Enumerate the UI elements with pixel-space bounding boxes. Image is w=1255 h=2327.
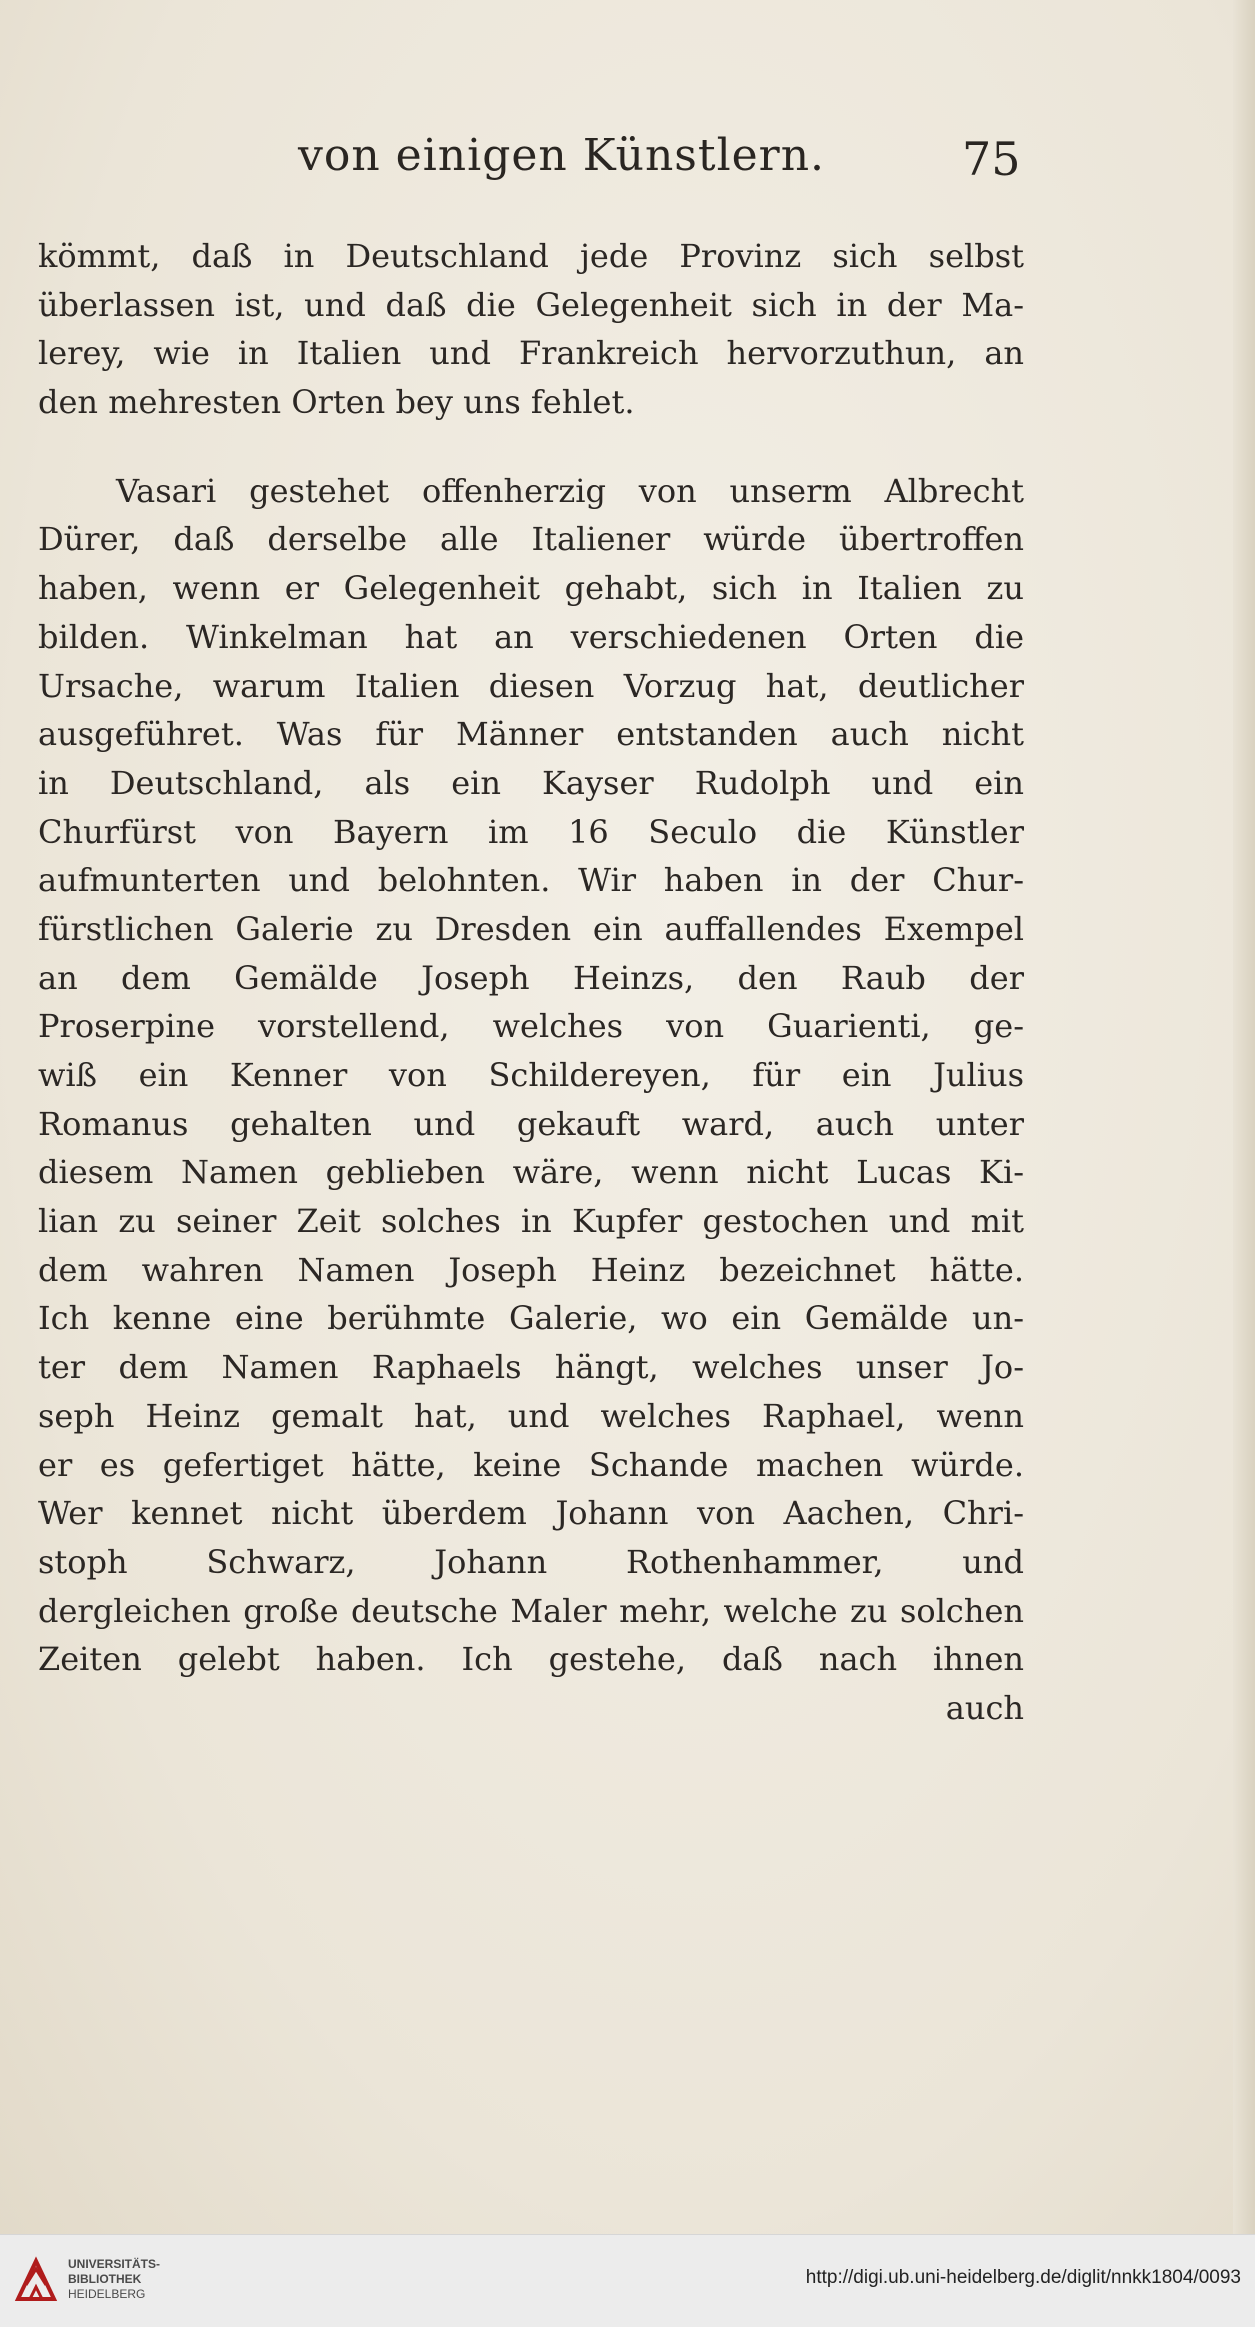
university-logo-icon <box>14 2255 58 2305</box>
catchword: auch <box>945 1688 1024 1727</box>
library-name-line: HEIDELBERG <box>68 2287 146 2301</box>
text-line: bilden. Winkelman hat an verschiedenen Orten die <box>38 617 1024 656</box>
text-line: wiß ein Kenner von Schildereyen, für ein Julius <box>38 1056 1024 1094</box>
text-line: kömmt, daß in Deutschland jede Provinz sich selbst <box>38 237 1024 275</box>
page-edge-shadow <box>1233 0 1255 2234</box>
text-line: er es gefertiget hätte, keine Schande machen würde. <box>38 1445 1024 1484</box>
source-url-link[interactable]: http://digi.ub.uni-heidelberg.de/diglit/nnkk1804/0093 <box>805 2267 1241 2288</box>
library-name <box>68 2257 160 2302</box>
text-line: dergleichen große deutsche Maler mehr, welche zu solchen <box>38 1591 1024 1630</box>
page-header <box>0 130 1255 200</box>
body-text <box>38 232 1024 1733</box>
library-name-line: BIBLIOTHEK <box>68 2272 142 2286</box>
text-line: lian zu seiner Zeit solches in Kupfer gestochen und mit <box>38 1202 1024 1241</box>
text-line: Ursache, warum Italien diesen Vorzug hat, deutlicher <box>38 666 1024 705</box>
text-line: Churfürst von Bayern im 16 Seculo die Künstler <box>38 812 1024 851</box>
text-line: stoph Schwarz, Johann Rothenhammer, und <box>38 1542 1024 1581</box>
paragraph-2 <box>38 467 1024 1733</box>
text-line: ausgeführet. Was für Männer entstanden auch nicht <box>38 715 1024 754</box>
page-number: 75 <box>962 132 1021 186</box>
text-line: Zeiten gelebt haben. Ich gestehe, daß nach ihnen <box>38 1640 1024 1679</box>
text-line: diesem Namen geblieben wäre, wenn nicht Lucas Ki- <box>38 1153 1024 1192</box>
text-line: an dem Gemälde Joseph Heinzs, den Raub der <box>38 958 1024 997</box>
text-line: fürstlichen Galerie zu Dresden ein auffallendes Exempel <box>38 909 1024 948</box>
text-line: haben, wenn er Gelegenheit gehabt, sich in Italien zu <box>38 569 1024 608</box>
library-name-line: UNIVERSITÄTS- <box>68 2257 161 2271</box>
text-line: Wer kennet nicht überdem Johann von Aachen, Chri- <box>38 1494 1024 1533</box>
text-line: Vasari gestehet offenherzig von unserm Albrecht <box>116 471 1024 510</box>
running-head: von einigen Künstlern. <box>298 130 826 181</box>
text-line: Ich kenne eine berühmte Galerie, wo ein Gemälde un- <box>38 1299 1024 1338</box>
text-line: ter dem Namen Raphaels hängt, welches unser Jo- <box>38 1348 1024 1387</box>
text-line: in Deutschland, als ein Kayser Rudolph und ein <box>38 763 1024 802</box>
viewer-footer <box>0 2234 1255 2327</box>
text-line: Dürer, daß derselbe alle Italiener würde übertroffen <box>38 520 1024 559</box>
text-line: Proserpine vorstellend, welches von Guarienti, ge- <box>38 1007 1024 1046</box>
paragraph-1 <box>38 232 1024 427</box>
text-line: überlassen ist, und daß die Gelegenheit sich in der Ma- <box>38 285 1024 324</box>
text-line: lerey, wie in Italien und Frankreich hervorzuthun, an <box>38 334 1024 373</box>
text-line: aufmunterten und belohnten. Wir haben in der Chur- <box>38 861 1024 900</box>
text-line: dem wahren Namen Joseph Heinz bezeichnet hätte. <box>38 1250 1024 1289</box>
text-line: seph Heinz gemalt hat, und welches Raphael, wenn <box>38 1396 1024 1435</box>
text-line: Romanus gehalten und gekauft ward, auch unter <box>38 1104 1024 1143</box>
text-line: den mehresten Orten bey uns fehlet. <box>38 383 635 422</box>
